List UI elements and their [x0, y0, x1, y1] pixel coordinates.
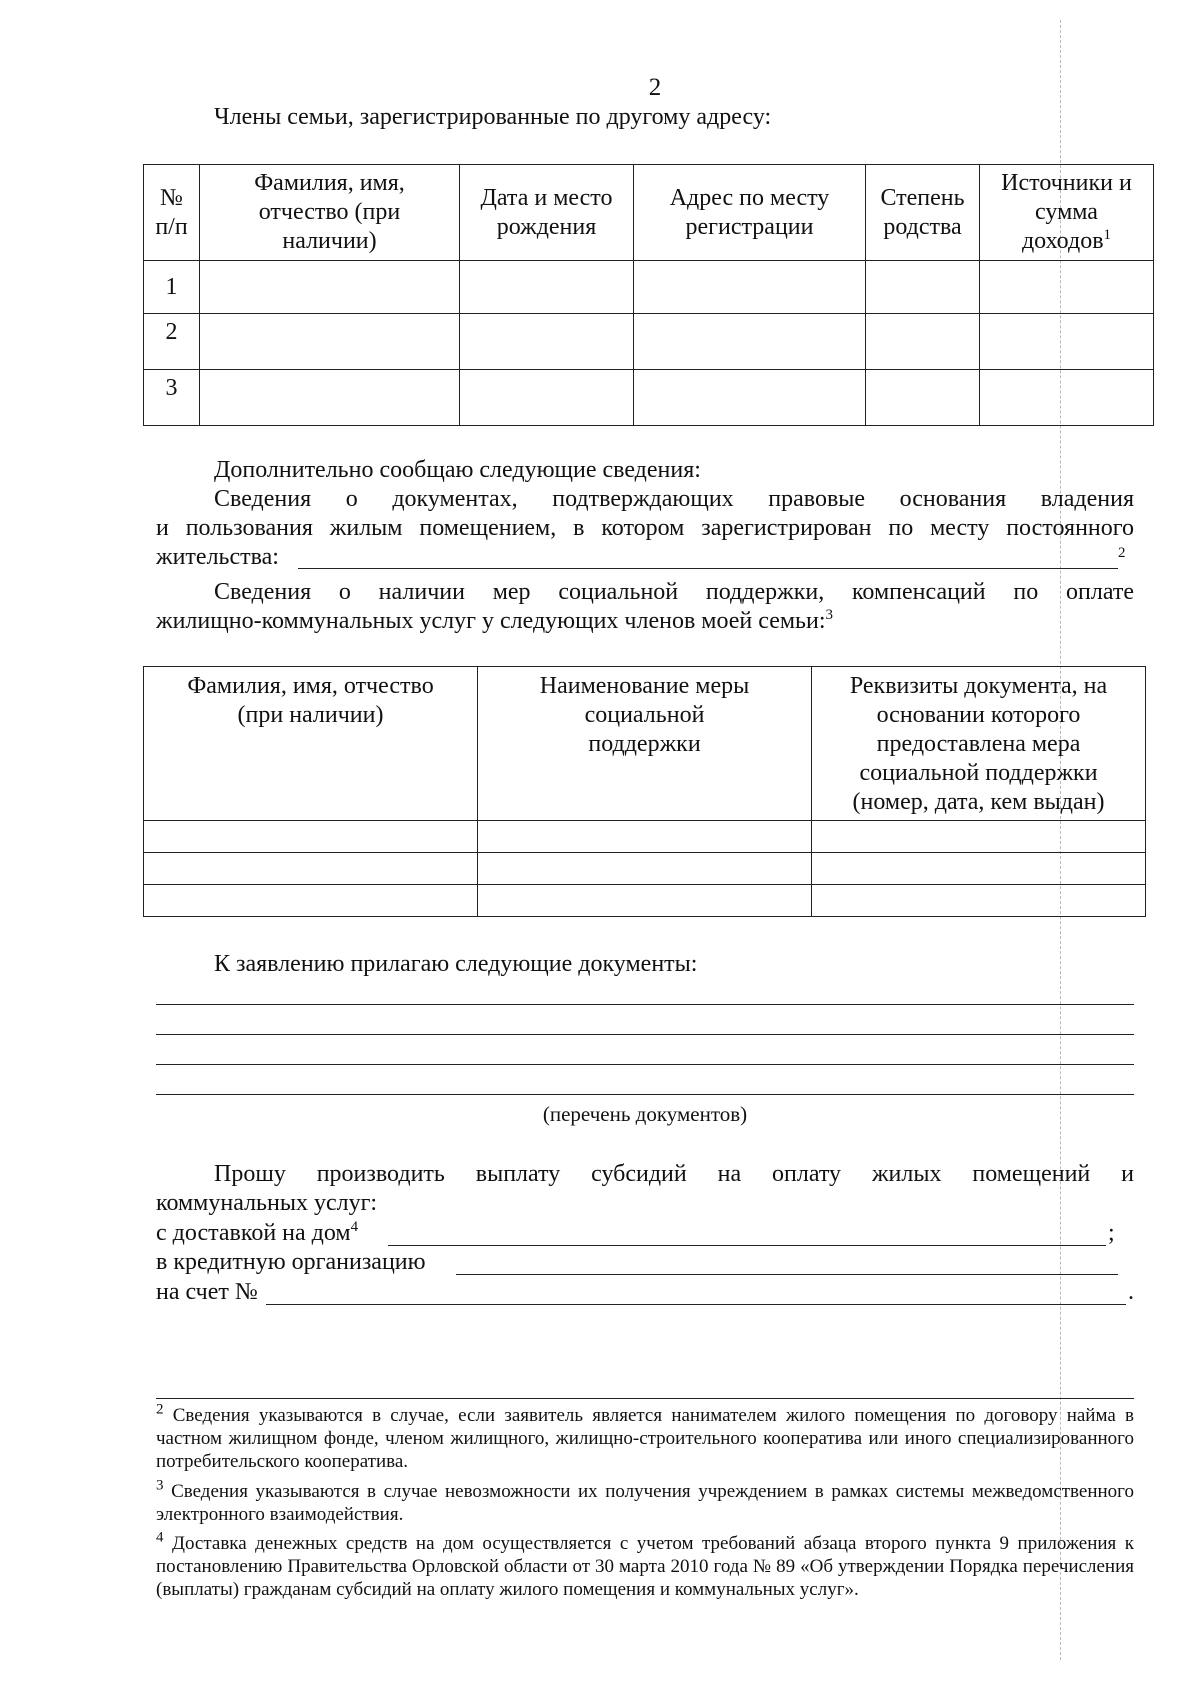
footnote-ref-1: 1 [1103, 227, 1112, 243]
footnote-4-text: Доставка денежных средств на дом осуществляется с учетом требований абзаца второго пункта 9 приложения к постановлению Правительства Орловской области от 30 марта 2010 года № 89 «Об утверждении Порядка перечисления (выплаты) гражданам субсидий на оплату жилого помещения и коммунальных услуг». [156, 1533, 1135, 1600]
footnote-2-number: 2 [156, 1401, 164, 1418]
cell-input[interactable] [478, 853, 812, 885]
col-number: № п/п [144, 165, 200, 261]
table-row [144, 370, 1154, 426]
col-full-name: Фамилия, имя, отчество (при наличии) [200, 165, 460, 261]
footnote-2 [156, 1401, 1135, 1473]
cell-input[interactable] [460, 314, 634, 370]
cell-input[interactable] [200, 314, 460, 370]
additional-info-heading: Дополнительно сообщаю следующие сведения: [214, 457, 701, 483]
home-delivery-text: с доставкой на дом [156, 1220, 351, 1246]
account-end: . [1128, 1279, 1134, 1305]
support-line-2 [156, 607, 833, 636]
family-other-address-heading: Члены семьи, зарегистрированные по другому адресу: [214, 104, 772, 130]
table-row [144, 821, 1146, 853]
payment-line-2: коммунальных услуг: [156, 1190, 378, 1216]
cell-input[interactable] [634, 261, 866, 314]
table-row [144, 853, 1146, 885]
table-row [144, 314, 1154, 370]
payment-line-1: Прошу производить выплату субсидий на оплату жилых помещений и [214, 1161, 1134, 1187]
footnote-ref-4: 4 [350, 1219, 359, 1235]
docs-line-2: и пользования жилым помещением, в котором зарегистрирован по месту постоянного [156, 515, 1134, 541]
cell-input[interactable] [144, 885, 478, 917]
cell-input[interactable] [866, 370, 980, 426]
home-delivery-end: ; [1108, 1220, 1115, 1246]
cell-input[interactable] [866, 261, 980, 314]
cell-input[interactable] [634, 314, 866, 370]
footnote-3 [156, 1477, 1135, 1526]
attached-docs-line-4[interactable] [156, 1094, 1134, 1095]
cell-input[interactable] [200, 261, 460, 314]
cell-input[interactable] [812, 821, 1146, 853]
col-birth: Дата и место рождения [460, 165, 634, 261]
footnote-ref-2: 2 [1118, 545, 1126, 561]
table-row [144, 261, 1154, 314]
col-income [980, 165, 1154, 261]
attached-docs-line-2[interactable] [156, 1034, 1134, 1035]
footnote-3-number: 3 [156, 1477, 164, 1494]
docs-fill-line[interactable] [298, 568, 1118, 569]
home-delivery-label [156, 1219, 358, 1248]
col-support-measure: Наименование меры социальной поддержки [478, 667, 812, 821]
cell-input[interactable] [980, 370, 1154, 426]
cell-input[interactable] [478, 821, 812, 853]
col-income-label: Источники и сумма доходов [1001, 170, 1132, 254]
account-fill-line[interactable] [266, 1304, 1126, 1305]
docs-line-1: Сведения о документах, подтверждающих правовые основания владения [214, 486, 1134, 512]
footnote-4-number: 4 [156, 1529, 164, 1546]
cell-input[interactable] [200, 370, 460, 426]
attached-docs-line-3[interactable] [156, 1064, 1134, 1065]
cell-input[interactable] [478, 885, 812, 917]
social-support-table [143, 666, 1146, 917]
col-support-document: Реквизиты документа, на основании которого предоставлена мера социальной поддержки (номер, дата, кем выдан) [812, 667, 1146, 821]
footnote-2-text: Сведения указываются в случае, если заявитель является нанимателем жилого помещения по договору найма в частном жилищном фонде, членом жилищного, жилищно-строительного кооператива или иного специализированного потребительского кооператива. [156, 1405, 1135, 1472]
page-number: 2 [648, 74, 662, 101]
footnote-ref-3: 3 [825, 607, 834, 623]
credit-org-label: в кредитную организацию [156, 1249, 426, 1275]
cell-input[interactable] [460, 261, 634, 314]
col-support-full-name: Фамилия, имя, отчество (при наличии) [144, 667, 478, 821]
footnote-3-text: Сведения указываются в случае невозможности их получения учреждением в рамках системы межведомственного электронного взаимодействия. [156, 1481, 1135, 1525]
credit-org-fill-line[interactable] [456, 1274, 1118, 1275]
support-line-1: Сведения о наличии мер социальной поддержки, компенсаций по оплате [214, 579, 1134, 605]
cell-input[interactable] [144, 853, 478, 885]
row-number: 2 [144, 314, 200, 370]
cell-input[interactable] [144, 821, 478, 853]
support-line-2-text: жилищно-коммунальных услуг у следующих членов моей семьи: [156, 608, 826, 634]
cell-input[interactable] [460, 370, 634, 426]
row-number: 1 [144, 261, 200, 314]
cell-input[interactable] [634, 370, 866, 426]
attached-docs-line-1[interactable] [156, 1004, 1134, 1005]
docs-line-3-label: жительства: [156, 544, 279, 570]
col-reg-address: Адрес по месту регистрации [634, 165, 866, 261]
footnote-4 [156, 1529, 1135, 1601]
home-delivery-fill-line[interactable] [388, 1245, 1106, 1246]
row-number: 3 [144, 370, 200, 426]
attached-docs-heading: К заявлению прилагаю следующие документы: [214, 951, 698, 977]
table-row [144, 885, 1146, 917]
cell-input[interactable] [812, 853, 1146, 885]
account-label: на счет № [156, 1279, 258, 1305]
col-relation: Степень родства [866, 165, 980, 261]
cell-input[interactable] [866, 314, 980, 370]
footnote-separator [156, 1398, 1134, 1399]
cell-input[interactable] [980, 261, 1154, 314]
cell-input[interactable] [812, 885, 1146, 917]
cell-input[interactable] [980, 314, 1154, 370]
attached-docs-caption: (перечень документов) [542, 1102, 748, 1126]
family-members-table [143, 164, 1154, 426]
